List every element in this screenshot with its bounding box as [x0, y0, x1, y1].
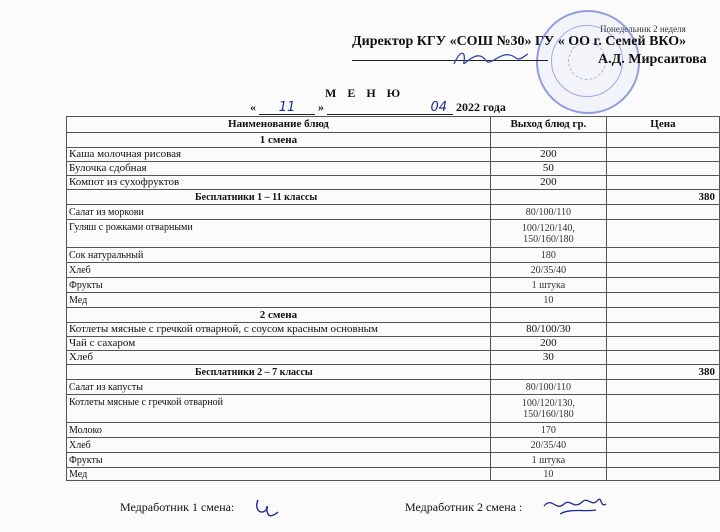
dish-portion: 1 штука: [490, 278, 606, 293]
date-month: 04: [327, 100, 453, 115]
dish-name: Салат из капусты: [67, 380, 491, 395]
director-title: Директор КГУ «СОШ №30» ГУ « ОО г. Семей ВКО»: [352, 34, 687, 49]
menu-date: [250, 100, 506, 115]
header-dish-name: Наименование блюд: [67, 117, 491, 133]
table-row: [67, 176, 720, 190]
shift1-title-row: [67, 133, 720, 148]
menu-table: [66, 116, 720, 481]
date-day: 11: [259, 100, 315, 115]
table-row: [67, 248, 720, 263]
dish-name: Компот из сухофруктов: [67, 176, 491, 190]
group-row: [67, 365, 720, 380]
group-row: [67, 190, 720, 205]
medic-shift1-label: Медработник 1 смена:: [120, 500, 235, 514]
dish-name: Гуляш с рожками отварными: [67, 220, 491, 248]
director-signature: [450, 46, 530, 70]
group-price: 380: [606, 365, 719, 380]
shift2-title-row: [67, 308, 720, 323]
table-row: [67, 263, 720, 278]
dish-portion: 10: [490, 468, 606, 481]
dish-portion-line1: 100/120/140,: [521, 222, 575, 234]
medic2-signature: [540, 490, 610, 520]
dish-portion: 200: [490, 337, 606, 351]
group-name: Бесплатники 1 – 11 классы: [67, 190, 491, 205]
dish-portion: 180: [490, 248, 606, 263]
group-price: 380: [606, 190, 719, 205]
table-row: [67, 351, 720, 365]
dish-portion: 20/35/40: [490, 438, 606, 453]
menu-title: М Е Н Ю: [325, 86, 405, 100]
table-header-row: [67, 117, 720, 133]
table-row: [67, 395, 720, 423]
table-row: [67, 205, 720, 220]
table-row: [67, 323, 720, 337]
weekday-label: Понедельник 2 неделя: [600, 24, 686, 34]
dish-name: Мед: [67, 293, 491, 308]
dish-portion-line2: 150/160/180: [523, 408, 574, 420]
dish-portion: [490, 395, 606, 423]
dish-portion: [490, 220, 606, 248]
dish-portion-line2: 150/160/180: [523, 233, 574, 245]
dish-portion-line1: 100/120/130,: [521, 397, 575, 409]
dish-name: Хлеб: [67, 263, 491, 278]
table-row: [67, 148, 720, 162]
quote-close: »: [318, 100, 324, 114]
dish-name: Хлеб: [67, 351, 491, 365]
dish-name: Котлеты мясные с гречкой отварной: [67, 395, 491, 423]
approver-name: А.Д. Мирсаитова: [598, 52, 707, 67]
dish-portion: 30: [490, 351, 606, 365]
dish-portion: 80/100/30: [490, 323, 606, 337]
table-row: [67, 220, 720, 248]
shift1-title: 1 смена: [67, 133, 491, 148]
dish-name: Сок натуральный: [67, 248, 491, 263]
table-row: [67, 162, 720, 176]
dish-portion: 20/35/40: [490, 263, 606, 278]
header-portion: Выход блюд гр.: [490, 117, 606, 133]
dish-portion: 1 штука: [490, 453, 606, 468]
table-row: [67, 293, 720, 308]
medic1-signature: [252, 496, 280, 520]
table-row: [67, 380, 720, 395]
header-price: Цена: [606, 117, 719, 133]
dish-name: Молоко: [67, 423, 491, 438]
dish-name: Хлеб: [67, 438, 491, 453]
table-row: [67, 468, 720, 481]
dish-name: Мед: [67, 468, 491, 481]
dish-name: Салат из моркови: [67, 205, 491, 220]
dish-name: Фрукты: [67, 278, 491, 293]
dish-portion: 200: [490, 148, 606, 162]
dish-portion: 50: [490, 162, 606, 176]
dish-portion: 10: [490, 293, 606, 308]
table-row: [67, 438, 720, 453]
dish-portion: 80/100/110: [490, 380, 606, 395]
quote-open: «: [250, 100, 256, 114]
dish-name: Каша молочная рисовая: [67, 148, 491, 162]
table-row: [67, 423, 720, 438]
table-row: [67, 278, 720, 293]
table-row: [67, 337, 720, 351]
dish-name: Чай с сахаром: [67, 337, 491, 351]
dish-name: Фрукты: [67, 453, 491, 468]
shift2-title: 2 смена: [67, 308, 491, 323]
dish-name: Булочка сдобная: [67, 162, 491, 176]
dish-portion: 170: [490, 423, 606, 438]
dish-name: Котлеты мясные с гречкой отварной, с соусом красным основным: [67, 323, 491, 337]
group-name: Бесплатники 2 – 7 классы: [67, 365, 491, 380]
table-row: [67, 453, 720, 468]
dish-portion: 80/100/110: [490, 205, 606, 220]
medic-shift2-label: Медработник 2 смена :: [405, 500, 523, 514]
dish-portion: 200: [490, 176, 606, 190]
date-year: 2022 года: [456, 100, 506, 114]
